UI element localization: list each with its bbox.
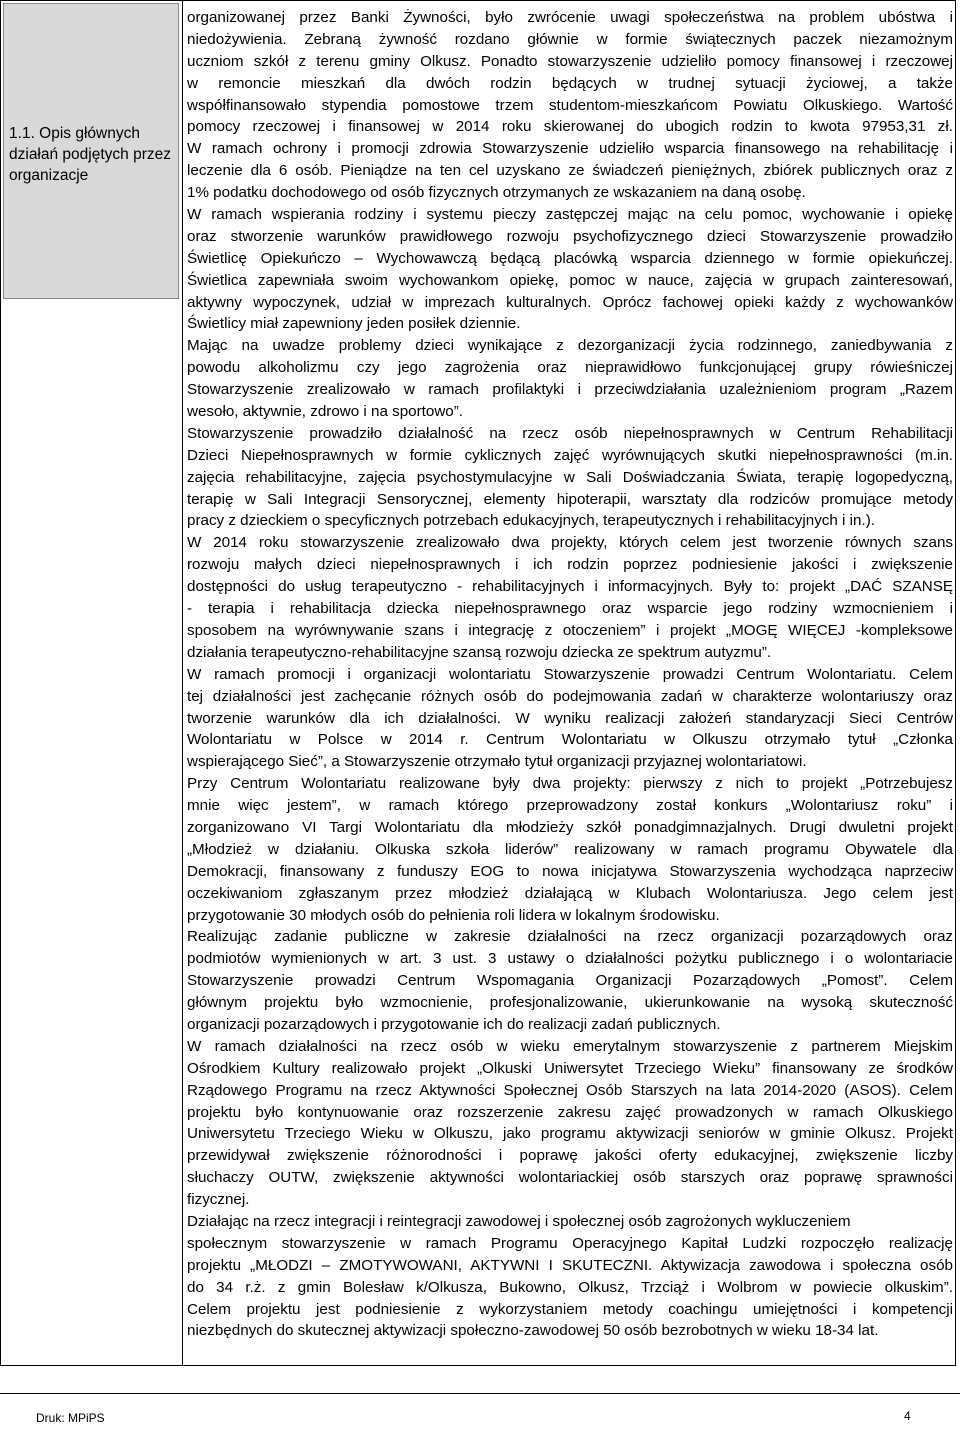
- body-text-line: projektu „MŁODZI – ZMOTYWOWANI, AKTYWNI I SKUTECZNI. Aktywizacja zawodowa i społeczna osób: [187, 1256, 953, 1274]
- body-text-line: - terapia i rehabilitacja dziecka niepełnosprawnego oraz wsparcie jego rodziny wzmocnieniem i: [187, 600, 953, 618]
- body-text-line: W ramach wspierania rodziny i systemu pieczy zastępczej mając na celu pomoc, wychowanie i opiekę: [187, 206, 953, 224]
- page-number: 4: [904, 1409, 911, 1423]
- body-text-line: wspierającego Sieć”, a Stowarzyszenie otrzymało tytuł organizacji przyjaznej wolontariatowi.: [187, 753, 807, 771]
- body-text-line: przygotowanie 30 młodych osób do pełnienia roli lidera w lokalnym środowisku.: [187, 906, 720, 924]
- body-text-line: dostępności do usług terapeutyczno - rehabilitacyjnych i informacyjnych. Były to: projekt „DAĆ SZANSĘ: [187, 578, 953, 596]
- body-text-line: W ramach działalności na rzecz osób w wieku emerytalnym stowarzyszenie z partnerem Miejskim: [187, 1037, 953, 1055]
- body-text-line: do 34 r.ż. z gmin Bolesław k/Olkusza, Bukowno, Olkusz, Trzciąż i Wolbrom w powiecie olkuskim”.: [187, 1278, 953, 1296]
- body-text-line: Uniwersytetu Trzeciego Wieku w Olkuszu, jako programu aktywizacji seniorów w gminie Olkusz. Projekt: [187, 1125, 953, 1143]
- body-text-line: pomocy rzeczowej i finansowej w 2014 roku skierowanej do ubogich rodzin to kwota 97953,31 zł.: [187, 118, 953, 136]
- body-text-line: organizowanej przez Banki Żywności, było zwrócenie uwagi społeczeństwa na problem ubóstwa i: [187, 9, 953, 26]
- body-text-line: zajęcia rehabilitacyjne, zajęcia psychostymulacyjne w Sali Doświadczania Świata, terapię logopedyczną,: [187, 468, 953, 486]
- body-text-line: niedożywienia. Zebraną żywność rozdano głównie w formie świątecznych paczek niezamożnym: [187, 30, 953, 48]
- body-text-line: Demokracji, finansowany z funduszy EOG to nowa inicjatywa Stowarzyszenia wychodząca naprzeciw: [187, 862, 953, 880]
- body-text-line: rozwoju małych dzieci niepełnosprawnych i ich rodzin poprzez podniesienie jakości i zwiększenie: [187, 556, 953, 574]
- body-text-line: powodu alkoholizmu czy jego zagrożenia oraz nieprawidłowo funkcjonującej grupy rówieśniczej: [187, 359, 953, 377]
- body-text-line: oraz stworzenie warunków prawidłowego rozwoju psychofizycznego dzieci Stowarzyszenie prowadziło: [187, 227, 953, 245]
- body-text-line: działania terapeutyczno-rehabilitacyjne szansą rozwoju dziecka ze spektrum autyzmu”.: [187, 643, 772, 661]
- section-body-text: [187, 7, 953, 1342]
- body-text-line: organizacji pozarządowych i przygotowanie ich do realizacji zadań publicznych.: [187, 1015, 721, 1033]
- body-text-line: oczekiwaniom zgłaszanym przez młodzież działającą w Klubach Wolontariusza. Jego celem jest: [187, 884, 953, 902]
- body-text-line: 1% podatku dochodowego od osób fizycznych otrzymanych ze wskazaniem na daną osobę.: [187, 184, 806, 202]
- body-text-line: aktywny wypoczynek, udział w imprezach kulturalnych. Oprócz fachowej opieki każdy z wychowanków: [187, 293, 953, 311]
- body-text-line: głównym projektu było wzmocnienie, profesjonalizowanie, ukierunkowanie na wysoką skuteczność: [187, 994, 953, 1012]
- body-text-line: W ramach promocji i organizacji wolontariatu Stowarzyszenie prowadzi Centrum Wolontariatu. Celem: [187, 665, 953, 683]
- body-text-line: terapię w Sali Integracji Sensorycznej, elementy hipoterapii, warsztaty dla rodziców promujące metody: [187, 490, 953, 508]
- body-text-line: tej działalności jest zachęcanie różnych osób do podejmowania zadań w charakterze wolontariuszy oraz: [187, 687, 953, 705]
- body-text-line: w remoncie mieszkań dla dwóch rodzin będących w trudnej sytuacji życiowej, a także: [187, 74, 953, 92]
- body-text-line: Rządowego Programu na rzecz Aktywności Społecznej Osób Starszych na lata 2014-2020 (ASOS). Celem: [187, 1081, 953, 1099]
- body-text-line: Działając na rzecz integracji i reintegracji zawodowej i społecznej osób zagrożonych wykluczeniem: [187, 1212, 851, 1230]
- body-text-line: Wolontariatu w Polsce w 2014 r. Centrum Wolontariatu w Olkuszu otrzymało tytuł „Członka: [187, 731, 953, 749]
- body-text-line: uczniom szkół z terenu gminy Olkusz. Ponadto stowarzyszenie udzieliło pomocy finansowej i rzeczowej: [187, 52, 953, 70]
- body-text-line: leczenie dla 6 osób. Pieniądze na ten cel uzyskano ze świadczeń pieniężnych, zbiórek publicznych oraz z: [187, 162, 953, 180]
- body-text-line: fizycznej.: [187, 1191, 250, 1209]
- body-text-line: W 2014 roku stowarzyszenie zrealizowało dwa projekty, których celem jest tworzenie równych szans: [187, 534, 953, 552]
- body-text-line: Mając na uwadze problemy dzieci wynikające z dezorganizacji życia rodzinnego, zaniedbywania z: [187, 337, 953, 355]
- body-text-line: W ramach ochrony i promocji zdrowia Stowarzyszenie udzieliło wsparcia finansowego na rehabilitację i: [187, 140, 953, 158]
- body-text-line: Realizując zadanie publiczne w zakresie działalności na rzecz organizacji pozarządowych oraz: [187, 928, 953, 946]
- body-text-line: Świetlicy miał zapewniony jeden posiłek dziennie.: [187, 315, 521, 333]
- body-text-line: Świetlicę Opiekuńczo – Wychowawczą będącą placówką wsparcia dziennego w formie opiekuńczej.: [187, 249, 953, 267]
- body-text-line: niezbędnych do skutecznej aktywizacji społeczno-zawodowej 50 osób bezrobotnych w wieku 18-34 lat.: [187, 1322, 879, 1340]
- body-text-line: podmiotów wymienionych w art. 3 ust. 3 ustawy o działalności pożytku publicznego i o wolontariacie: [187, 950, 953, 968]
- body-text-line: wesoło, aktywnie, zdrowo i na sportowo”.: [187, 403, 464, 421]
- footer-printer-label: Druk: MPiPS: [36, 1411, 105, 1425]
- body-text-line: współfinansowało stypendia pomostowe trzem studentom-mieszkańcom Powiatu Olkuskiego. Wartość: [187, 96, 953, 114]
- body-text-line: Stowarzyszenie zrealizowało w ramach profilaktyki i przeciwdziałania uzależnieniom program „Razem: [187, 381, 953, 399]
- body-text-line: słuchaczy OUTW, zwiększenie aktywności wolontariackiej osób starszych oraz poprawę sprawności: [187, 1169, 953, 1187]
- body-text-line: Stowarzyszenie prowadziło działalność na rzecz osób niepełnosprawnych w Centrum Rehabilitacji: [187, 424, 953, 442]
- body-text-line: tworzenie warunków dla ich działalności. W wyniku realizacji założeń standaryzacji Sieci Centrów: [187, 709, 953, 727]
- body-text-line: pracy z dzieckiem o specyficznych potrzebach edukacyjnych, terapeutycznych i rehabilitacyjnych i in.).: [187, 512, 875, 530]
- body-text-line: Dzieci Niepełnosprawnych w formie cyklicznych zajęć wyrównujących skutki niepełnosprawności (m.in.: [187, 446, 953, 464]
- body-text-line: „Młodzież w działaniu. Olkuska szkoła liderów” realizowany w ramach programu Obywatele dla: [187, 840, 953, 858]
- body-text-line: społecznym stowarzyszenie w ramach Programu Operacyjnego Kapitał Ludzki rozpoczęło realizację: [187, 1234, 953, 1252]
- body-text-line: mnie więc jestem”, w ramach którego przeprowadzony został konkurs „Wolontariusz roku” i: [187, 797, 953, 815]
- body-text-line: projektu było kontynuowanie oraz rozszerzenie zakresu zajęć prowadzonych w ramach Olkuskiego: [187, 1103, 953, 1121]
- body-text-line: zorganizowano VI Targi Wolontariatu dla młodzieży szkół ponadgimnazjalnych. Drugi dwuletni projekt: [187, 818, 953, 836]
- body-text-line: przewidywał zwiększenie różnorodności i poprawę jakości oferty edukacyjnej, zwiększenie liczby: [187, 1147, 953, 1165]
- section-column: [1, 1, 183, 1365]
- body-text-line: sposobem na wyrównywanie szans i integrację z otoczeniem” i projekt „MOGĘ WIĘCEJ -kompleksowe: [187, 621, 953, 639]
- section-label: 1.1. Opis głównych działań podjętych przez organizacje: [9, 125, 171, 184]
- body-text-line: Ośrodkiem Kultury realizowało projekt „Olkuski Uniwersytet Trzeciego Wieku” finansowany ze środków: [187, 1059, 953, 1077]
- footer-rule: [0, 1393, 960, 1394]
- body-text-line: Celem projektu jest podniesienie z wykorzystaniem metody coachingu umiejętności i kompetencji: [187, 1300, 953, 1318]
- body-text-line: Świetlica zapewniała swoim wychowankom opiekę, pomoc w nauce, zajęcia w grupach zainteresowań,: [187, 271, 953, 289]
- body-text-line: Stowarzyszenie prowadzi Centrum Wspomagania Organizacji Pozarządowych „Pomost”. Celem: [187, 972, 953, 990]
- body-text-line: Przy Centrum Wolontariatu realizowane były dwa projekty: pierwszy z nich to projekt „Potrzebujesz: [187, 775, 953, 793]
